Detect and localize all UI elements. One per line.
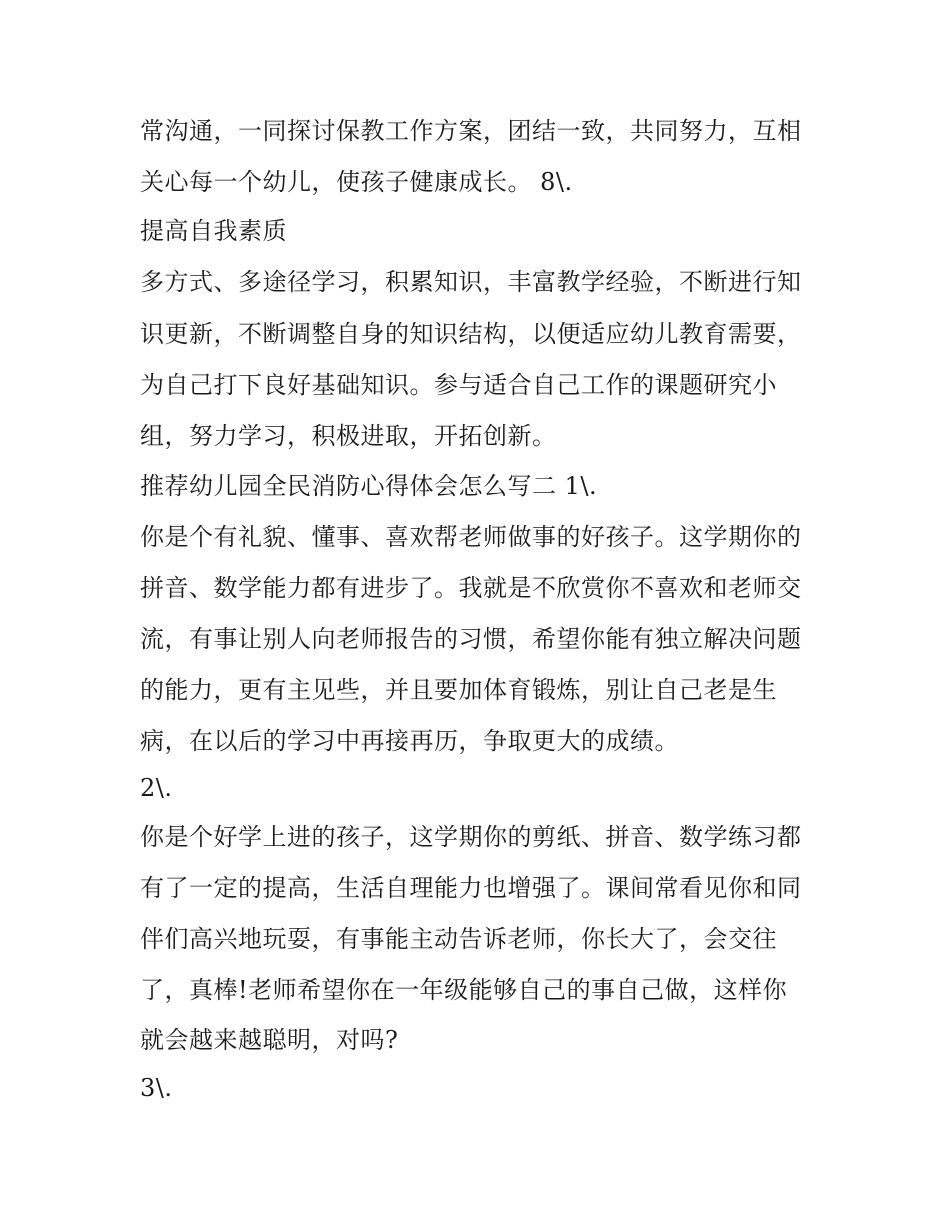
text-line: 识更新，不断调整自身的知识结构，以便适应幼儿教育需要， xyxy=(140,320,802,348)
text-line: 组，努力学习，积极进取，开拓创新。 xyxy=(140,422,557,450)
section-heading: 提高自我素质 xyxy=(140,217,287,245)
text-line: 多方式、多途径学习，积累知识，丰富教学经验，不断进行知 xyxy=(140,268,802,296)
text-line: 流，有事让别人向老师报告的习惯，希望你能有独立解决问题 xyxy=(140,625,802,653)
item-number: 2\. xyxy=(140,774,173,802)
text-line: 为自己打下良好基础知识。参与适合自己工作的课题研究小 xyxy=(140,371,777,399)
section-heading: 推荐幼儿园全民消防心得体会怎么写二 1\. xyxy=(140,472,598,500)
text-line: 你是个好学上进的孩子，这学期你的剪纸、拼音、数学练习都 xyxy=(140,823,802,851)
item-number: 3\. xyxy=(140,1074,173,1102)
text-line: 拼音、数学能力都有进步了。我就是不欣赏你不喜欢和老师交 xyxy=(140,574,802,602)
text-line: 病，在以后的学习中再接再历，争取更大的成绩。 xyxy=(140,727,679,755)
text-line: 伴们高兴地玩耍，有事能主动告诉老师，你长大了，会交往 xyxy=(140,925,777,953)
text-line: 就会越来越聪明，对吗? xyxy=(140,1026,399,1054)
text-line: 的能力，更有主见些，并且要加体育锻炼，别让自己老是生 xyxy=(140,676,777,704)
text-line: 常沟通，一同探讨保教工作方案，团结一致，共同努力，互相 xyxy=(140,117,802,145)
text-line: 有了一定的提高，生活自理能力也增强了。课间常看见你和同 xyxy=(140,874,802,902)
text-line: 你是个有礼貌、懂事、喜欢帮老师做事的好孩子。这学期你的 xyxy=(140,523,802,551)
text-line: 关心每一个幼儿，使孩子健康成长。 8\. xyxy=(140,168,573,196)
text-line: 了，真棒!老师希望你在一年级能够自己的事自己做，这样你 xyxy=(140,976,788,1004)
